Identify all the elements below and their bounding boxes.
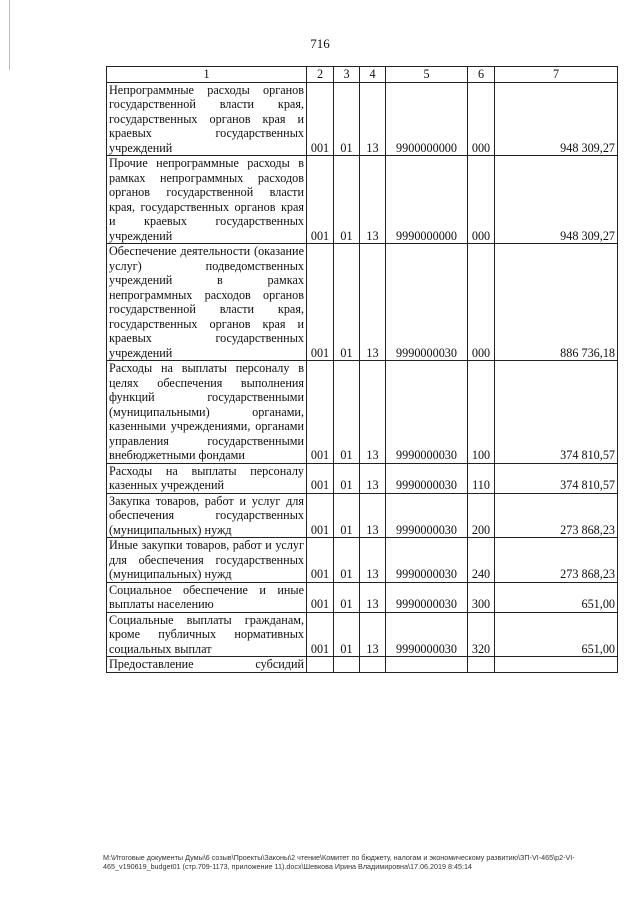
cell-pr: 13 bbox=[360, 244, 386, 361]
cell-empty bbox=[334, 657, 360, 673]
cell-rz: 01 bbox=[334, 612, 360, 657]
cell-csr: 9990000030 bbox=[386, 582, 468, 612]
header-cell: 7 bbox=[495, 67, 618, 83]
cell-pr: 13 bbox=[360, 361, 386, 464]
cell-name: Расходы на выплаты персоналу казенных учреждений bbox=[107, 463, 307, 493]
cell-grbs: 001 bbox=[307, 82, 334, 156]
header-cell: 1 bbox=[107, 67, 307, 83]
cell-grbs: 001 bbox=[307, 156, 334, 244]
file-path-footer: M:\Итоговые документы Думы\6 созыв\Проекты\Законы\2 чтение\Комитет по бюджету, налогам и экономическому развитию\ЗП-VI-465\р2-VI-465_v190619_budget01 (стр.709-1173, приложение 11).docx\Шевкова Ирина Владимировна\17.06.2019 8:45:14 bbox=[103, 853, 575, 871]
cell-grbs: 001 bbox=[307, 493, 334, 538]
cell-csr: 9990000030 bbox=[386, 538, 468, 583]
cell-pr: 13 bbox=[360, 493, 386, 538]
cell-csr: 9990000030 bbox=[386, 244, 468, 361]
cell-vr: 100 bbox=[468, 361, 495, 464]
cell-empty bbox=[307, 657, 334, 673]
table-row bbox=[107, 493, 618, 538]
table-row bbox=[107, 361, 618, 464]
cell-vr: 320 bbox=[468, 612, 495, 657]
cell-csr: 9900000000 bbox=[386, 82, 468, 156]
cell-name: Предоставление субсидий bbox=[107, 657, 307, 673]
cell-amount: 948 309,27 bbox=[495, 156, 618, 244]
cell-grbs: 001 bbox=[307, 538, 334, 583]
table-row bbox=[107, 538, 618, 583]
cell-csr: 9990000030 bbox=[386, 493, 468, 538]
cell-vr: 240 bbox=[468, 538, 495, 583]
cell-empty bbox=[386, 657, 468, 673]
cell-amount: 886 736,18 bbox=[495, 244, 618, 361]
cell-csr: 9990000030 bbox=[386, 612, 468, 657]
cell-name: Закупка товаров, работ и услуг для обеспечения государственных (муниципальных) нужд bbox=[107, 493, 307, 538]
cell-vr: 300 bbox=[468, 582, 495, 612]
table-row bbox=[107, 156, 618, 244]
header-cell: 3 bbox=[334, 67, 360, 83]
cell-csr: 9990000030 bbox=[386, 361, 468, 464]
cell-amount: 651,00 bbox=[495, 582, 618, 612]
cell-amount: 948 309,27 bbox=[495, 82, 618, 156]
table-row bbox=[107, 244, 618, 361]
cell-pr: 13 bbox=[360, 582, 386, 612]
cell-grbs: 001 bbox=[307, 463, 334, 493]
header-cell: 6 bbox=[468, 67, 495, 83]
header-cell: 4 bbox=[360, 67, 386, 83]
cell-amount: 374 810,57 bbox=[495, 463, 618, 493]
cell-grbs: 001 bbox=[307, 582, 334, 612]
cell-vr: 000 bbox=[468, 82, 495, 156]
page-number: 716 bbox=[310, 36, 330, 51]
cell-grbs: 001 bbox=[307, 612, 334, 657]
cell-grbs: 001 bbox=[307, 244, 334, 361]
cell-csr: 9990000030 bbox=[386, 463, 468, 493]
cell-empty bbox=[495, 657, 618, 673]
cell-rz: 01 bbox=[334, 361, 360, 464]
cell-grbs: 001 bbox=[307, 361, 334, 464]
table-row-partial bbox=[107, 657, 618, 673]
cell-name: Иные закупки товаров, работ и услуг для обеспечения государственных (муниципальных) нужд bbox=[107, 538, 307, 583]
cell-amount: 273 868,23 bbox=[495, 493, 618, 538]
cell-vr: 110 bbox=[468, 463, 495, 493]
cell-rz: 01 bbox=[334, 538, 360, 583]
cell-name: Социальное обеспечение и иные выплаты населению bbox=[107, 582, 307, 612]
cell-name: Непрограммные расходы органов государственной власти края, государственных органов края и краевых государственных учреждений bbox=[107, 82, 307, 156]
table-body bbox=[107, 67, 618, 673]
cell-amount: 273 868,23 bbox=[495, 538, 618, 583]
cell-name: Социальные выплаты гражданам, кроме публичных нормативных социальных выплат bbox=[107, 612, 307, 657]
left-margin-line bbox=[9, 0, 10, 70]
cell-pr: 13 bbox=[360, 156, 386, 244]
header-cell: 5 bbox=[386, 67, 468, 83]
cell-rz: 01 bbox=[334, 493, 360, 538]
cell-pr: 13 bbox=[360, 82, 386, 156]
table-row bbox=[107, 463, 618, 493]
table-row bbox=[107, 582, 618, 612]
table-row bbox=[107, 82, 618, 156]
cell-csr: 9990000000 bbox=[386, 156, 468, 244]
cell-amount: 651,00 bbox=[495, 612, 618, 657]
header-row bbox=[107, 67, 618, 83]
cell-vr: 000 bbox=[468, 156, 495, 244]
cell-rz: 01 bbox=[334, 82, 360, 156]
cell-name: Обеспечение деятельности (оказание услуг) подведомственных учреждений в рамках непрограммных расходов органов государственной власти края, государственных органов края и краевых государственных учреждений bbox=[107, 244, 307, 361]
cell-pr: 13 bbox=[360, 538, 386, 583]
cell-name: Прочие непрограммные расходы в рамках непрограммных расходов органов государственной власти края, государственных органов края и краевых государственных учреждений bbox=[107, 156, 307, 244]
budget-table bbox=[106, 66, 618, 673]
cell-empty bbox=[468, 657, 495, 673]
cell-amount: 374 810,57 bbox=[495, 361, 618, 464]
header-cell: 2 bbox=[307, 67, 334, 83]
cell-name: Расходы на выплаты персоналу в целях обеспечения выполнения функций государственными (муниципальными) органами, казенными учреждениями, органами управления государственными внебюджетными фондами bbox=[107, 361, 307, 464]
cell-vr: 000 bbox=[468, 244, 495, 361]
cell-empty bbox=[360, 657, 386, 673]
cell-rz: 01 bbox=[334, 582, 360, 612]
cell-pr: 13 bbox=[360, 612, 386, 657]
cell-rz: 01 bbox=[334, 156, 360, 244]
cell-rz: 01 bbox=[334, 244, 360, 361]
cell-rz: 01 bbox=[334, 463, 360, 493]
table-row bbox=[107, 612, 618, 657]
cell-vr: 200 bbox=[468, 493, 495, 538]
cell-pr: 13 bbox=[360, 463, 386, 493]
